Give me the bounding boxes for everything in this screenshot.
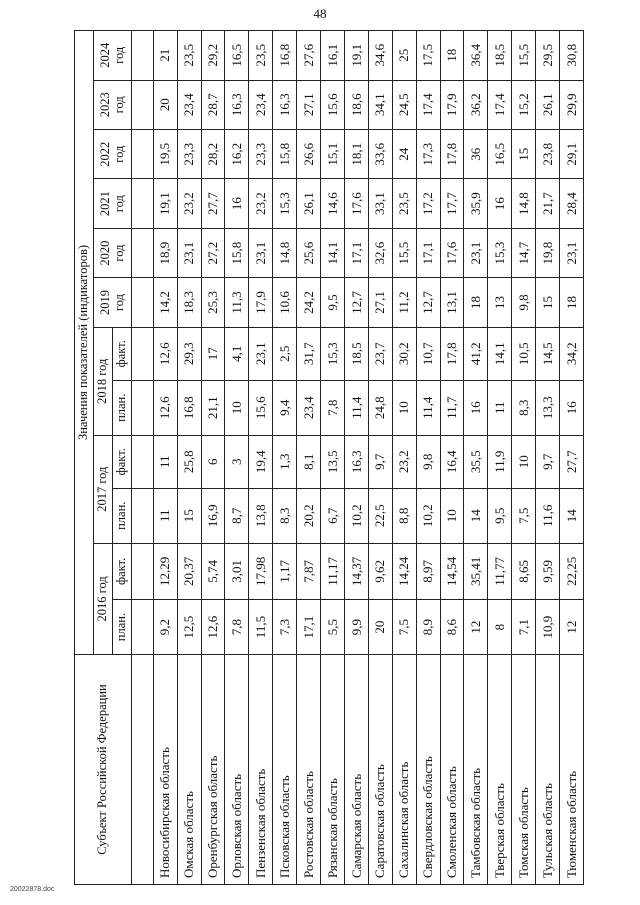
value-cell: 23,7 [368, 327, 392, 380]
value-cell: 11,77 [488, 543, 512, 599]
value-cell: 17,4 [488, 80, 512, 129]
value-cell: 24,8 [368, 380, 392, 435]
subject-cell: Ростовская область [297, 655, 321, 885]
value-cell: 11,17 [321, 543, 345, 599]
subject-column-header: Субъект Российской Федерации [75, 655, 132, 885]
subject-cell: Самарская область [344, 655, 368, 885]
value-cell: 36,2 [464, 80, 488, 129]
table-row [512, 31, 536, 885]
value-cell: 23,3 [177, 129, 201, 178]
value-cell: 8,6 [440, 600, 464, 655]
value-cell: 11,4 [416, 380, 440, 435]
value-cell: 23,5 [177, 31, 201, 81]
value-cell: 18 [440, 31, 464, 81]
year-2017-header: 2017 год [94, 435, 113, 543]
subject-cell: Тамбовская область [464, 655, 488, 885]
value-cell: 8,65 [512, 543, 536, 599]
value-cell: 19,8 [536, 228, 560, 277]
value-cell: 11,6 [536, 488, 560, 543]
value-cell: 34,1 [368, 80, 392, 129]
value-cell: 23,1 [249, 327, 273, 380]
value-cell: 12,7 [416, 278, 440, 327]
value-cell: 30,8 [559, 31, 583, 81]
value-cell: 12,5 [177, 600, 201, 655]
value-cell: 24,5 [392, 80, 416, 129]
subject-cell: Новосибирская область [153, 655, 177, 885]
value-cell: 14 [559, 488, 583, 543]
value-cell: 23,4 [297, 380, 321, 435]
value-cell: 7,8 [225, 600, 249, 655]
subject-cell: Свердловская область [416, 655, 440, 885]
values-header: Значения показателей (индикаторов) [75, 31, 94, 655]
value-cell: 32,6 [368, 228, 392, 277]
value-cell: 8 [488, 600, 512, 655]
table-row [225, 31, 249, 885]
value-cell: 15,5 [392, 228, 416, 277]
value-cell: 18,5 [344, 327, 368, 380]
value-cell: 8,8 [392, 488, 416, 543]
value-cell: 18,5 [488, 31, 512, 81]
value-cell: 29,3 [177, 327, 201, 380]
value-cell: 27,6 [297, 31, 321, 81]
value-cell: 16,2 [225, 129, 249, 178]
year-2018-header: 2018 год [94, 327, 113, 435]
fact-header: факт. [113, 435, 132, 488]
value-cell: 11,3 [225, 278, 249, 327]
value-cell: 17,8 [440, 327, 464, 380]
value-cell: 12 [464, 600, 488, 655]
value-cell: 21 [153, 31, 177, 81]
value-cell: 9,8 [416, 435, 440, 488]
value-cell: 14,5 [536, 327, 560, 380]
value-cell: 23,5 [392, 179, 416, 228]
value-cell: 17,4 [416, 80, 440, 129]
value-cell: 17,1 [416, 228, 440, 277]
subject-cell: Тюменская область [559, 655, 583, 885]
value-cell: 26,6 [297, 129, 321, 178]
value-cell: 7,3 [273, 600, 297, 655]
document-code: 20022878.doc [10, 886, 55, 893]
value-cell: 8,9 [416, 600, 440, 655]
value-cell: 25,3 [201, 278, 225, 327]
value-cell: 8,7 [225, 488, 249, 543]
value-cell: 20,2 [297, 488, 321, 543]
value-cell: 15,5 [512, 31, 536, 81]
value-cell: 13 [488, 278, 512, 327]
value-cell: 15 [536, 278, 560, 327]
value-cell: 15,8 [225, 228, 249, 277]
value-cell: 19,1 [344, 31, 368, 81]
value-cell: 3,01 [225, 543, 249, 599]
value-cell: 17,6 [344, 179, 368, 228]
value-cell: 5,74 [201, 543, 225, 599]
value-cell: 7,87 [297, 543, 321, 599]
value-cell: 6,7 [321, 488, 345, 543]
rotated-table-container [74, 30, 584, 885]
plan-header: план. [113, 380, 132, 435]
subject-cell: Саратовская область [368, 655, 392, 885]
value-cell: 20 [368, 600, 392, 655]
value-cell: 33,6 [368, 129, 392, 178]
value-cell: 23,1 [177, 228, 201, 277]
value-cell: 14 [464, 488, 488, 543]
value-cell: 11,2 [392, 278, 416, 327]
value-cell: 1,3 [273, 435, 297, 488]
value-cell: 23,3 [249, 129, 273, 178]
value-cell: 15,8 [273, 129, 297, 178]
value-cell: 20,37 [177, 543, 201, 599]
value-cell: 22,5 [368, 488, 392, 543]
value-cell: 18 [559, 278, 583, 327]
value-cell: 16 [225, 179, 249, 228]
value-cell: 17,98 [249, 543, 273, 599]
table-row [344, 31, 368, 885]
subject-cell: Сахалинская область [392, 655, 416, 885]
indicator-table [74, 30, 584, 885]
value-cell: 1,17 [273, 543, 297, 599]
value-cell: 10 [225, 380, 249, 435]
value-cell: 28,7 [201, 80, 225, 129]
value-cell: 25,6 [297, 228, 321, 277]
value-cell: 35,9 [464, 179, 488, 228]
value-cell: 29,5 [536, 31, 560, 81]
value-cell: 13,8 [249, 488, 273, 543]
plan-header: план. [113, 488, 132, 543]
table-row [536, 31, 560, 885]
value-cell: 11 [488, 380, 512, 435]
value-cell: 27,1 [368, 278, 392, 327]
subject-cell: Оренбургская область [201, 655, 225, 885]
value-cell: 16 [464, 380, 488, 435]
value-cell: 27,1 [297, 80, 321, 129]
value-cell: 18,3 [177, 278, 201, 327]
value-cell: 17,8 [440, 129, 464, 178]
value-cell: 35,41 [464, 543, 488, 599]
value-cell: 16,8 [177, 380, 201, 435]
value-cell: 2,5 [273, 327, 297, 380]
value-cell: 19,5 [153, 129, 177, 178]
value-cell: 23,5 [249, 31, 273, 81]
value-cell: 17,2 [416, 179, 440, 228]
year-2016-header: 2016 год [94, 543, 113, 654]
value-cell: 16,3 [344, 435, 368, 488]
value-cell: 10,7 [416, 327, 440, 380]
table-row [368, 31, 392, 885]
value-cell: 16,9 [201, 488, 225, 543]
value-cell: 17,3 [416, 129, 440, 178]
value-cell: 14,8 [512, 179, 536, 228]
blank-row [132, 31, 154, 885]
value-cell: 14,6 [321, 179, 345, 228]
value-cell: 23,4 [249, 80, 273, 129]
year-2020-header: 2020 год [94, 228, 132, 277]
value-cell: 7,1 [512, 600, 536, 655]
value-cell: 14,2 [153, 278, 177, 327]
table-row [201, 31, 225, 885]
value-cell: 15,6 [321, 80, 345, 129]
value-cell: 23,2 [249, 179, 273, 228]
value-cell: 7,5 [512, 488, 536, 543]
value-cell: 17,7 [440, 179, 464, 228]
value-cell: 23,1 [464, 228, 488, 277]
value-cell: 9,8 [512, 278, 536, 327]
value-cell: 15 [512, 129, 536, 178]
value-cell: 11 [153, 435, 177, 488]
value-cell: 4,1 [225, 327, 249, 380]
value-cell: 15,2 [512, 80, 536, 129]
value-cell: 9,7 [536, 435, 560, 488]
subject-cell: Тульская область [536, 655, 560, 885]
table-row [177, 31, 201, 885]
value-cell: 31,7 [297, 327, 321, 380]
value-cell: 15,6 [249, 380, 273, 435]
value-cell: 11,9 [488, 435, 512, 488]
value-cell: 14,8 [273, 228, 297, 277]
value-cell: 27,7 [559, 435, 583, 488]
value-cell: 12,6 [201, 600, 225, 655]
value-cell: 16,3 [225, 80, 249, 129]
value-cell: 15,3 [488, 228, 512, 277]
value-cell: 12,6 [153, 380, 177, 435]
table-row [440, 31, 464, 885]
value-cell: 14,54 [440, 543, 464, 599]
table-row [273, 31, 297, 885]
table-row [153, 31, 177, 885]
value-cell: 14,1 [488, 327, 512, 380]
value-cell: 34,6 [368, 31, 392, 81]
value-cell: 13,3 [536, 380, 560, 435]
value-cell: 14,1 [321, 228, 345, 277]
value-cell: 14,24 [392, 543, 416, 599]
year-2021-header: 2021 год [94, 179, 132, 228]
value-cell: 8,97 [416, 543, 440, 599]
value-cell: 10 [512, 435, 536, 488]
value-cell: 10 [440, 488, 464, 543]
value-cell: 36,4 [464, 31, 488, 81]
value-cell: 17,9 [249, 278, 273, 327]
value-cell: 16 [559, 380, 583, 435]
year-2019-header: 2019 год [94, 278, 132, 327]
value-cell: 12 [559, 600, 583, 655]
subject-cell: Рязанская область [321, 655, 345, 885]
value-cell: 9,2 [153, 600, 177, 655]
value-cell: 13,5 [321, 435, 345, 488]
value-cell: 10,9 [536, 600, 560, 655]
value-cell: 20 [153, 80, 177, 129]
value-cell: 16,3 [273, 80, 297, 129]
subject-cell: Псковская область [273, 655, 297, 885]
value-cell: 10,2 [416, 488, 440, 543]
value-cell: 10 [392, 380, 416, 435]
header-row-1 [75, 31, 94, 885]
value-cell: 24,2 [297, 278, 321, 327]
subject-cell: Омская область [177, 655, 201, 885]
value-cell: 10,5 [512, 327, 536, 380]
table-row [416, 31, 440, 885]
value-cell: 16,5 [225, 31, 249, 81]
value-cell: 12,7 [344, 278, 368, 327]
value-cell: 29,1 [559, 129, 583, 178]
value-cell: 9,7 [368, 435, 392, 488]
value-cell: 29,2 [201, 31, 225, 81]
fact-header: факт. [113, 543, 132, 599]
value-cell: 3 [225, 435, 249, 488]
value-cell: 41,2 [464, 327, 488, 380]
value-cell: 15,3 [321, 327, 345, 380]
value-cell: 14,37 [344, 543, 368, 599]
value-cell: 9,5 [321, 278, 345, 327]
value-cell: 5,5 [321, 600, 345, 655]
subject-cell: Томская область [512, 655, 536, 885]
value-cell: 15 [177, 488, 201, 543]
table-row [559, 31, 583, 885]
value-cell: 18 [464, 278, 488, 327]
subject-cell: Орловская область [225, 655, 249, 885]
fact-header: факт. [113, 327, 132, 380]
value-cell: 16,1 [321, 31, 345, 81]
value-cell: 8,3 [273, 488, 297, 543]
value-cell: 11 [153, 488, 177, 543]
value-cell: 17,1 [297, 600, 321, 655]
value-cell: 22,25 [559, 543, 583, 599]
value-cell: 6 [201, 435, 225, 488]
value-cell: 17,1 [344, 228, 368, 277]
value-cell: 8,3 [512, 380, 536, 435]
value-cell: 17,9 [440, 80, 464, 129]
value-cell: 11,4 [344, 380, 368, 435]
subject-cell: Смоленская область [440, 655, 464, 885]
value-cell: 19,1 [153, 179, 177, 228]
value-cell: 23,8 [536, 129, 560, 178]
value-cell: 28,2 [201, 129, 225, 178]
value-cell: 10,2 [344, 488, 368, 543]
value-cell: 9,4 [273, 380, 297, 435]
value-cell: 23,1 [249, 228, 273, 277]
value-cell: 9,62 [368, 543, 392, 599]
value-cell: 30,2 [392, 327, 416, 380]
value-cell: 19,4 [249, 435, 273, 488]
value-cell: 10,6 [273, 278, 297, 327]
value-cell: 9,59 [536, 543, 560, 599]
value-cell: 16 [488, 179, 512, 228]
value-cell: 33,1 [368, 179, 392, 228]
value-cell: 12,6 [153, 327, 177, 380]
value-cell: 18,1 [344, 129, 368, 178]
value-cell: 23,1 [559, 228, 583, 277]
table-body [132, 31, 584, 885]
table-row [321, 31, 345, 885]
value-cell: 23,2 [392, 435, 416, 488]
value-cell: 29,9 [559, 80, 583, 129]
value-cell: 12,29 [153, 543, 177, 599]
value-cell: 26,1 [536, 80, 560, 129]
table-row [249, 31, 273, 885]
value-cell: 7,8 [321, 380, 345, 435]
value-cell: 17,5 [416, 31, 440, 81]
value-cell: 27,2 [201, 228, 225, 277]
value-cell: 9,5 [488, 488, 512, 543]
value-cell: 27,7 [201, 179, 225, 228]
value-cell: 24 [392, 129, 416, 178]
value-cell: 17,6 [440, 228, 464, 277]
value-cell: 18,9 [153, 228, 177, 277]
value-cell: 18,6 [344, 80, 368, 129]
value-cell: 23,4 [177, 80, 201, 129]
value-cell: 16,5 [488, 129, 512, 178]
value-cell: 21,1 [201, 380, 225, 435]
value-cell: 15,1 [321, 129, 345, 178]
table-row [297, 31, 321, 885]
value-cell: 14,7 [512, 228, 536, 277]
value-cell: 9,9 [344, 600, 368, 655]
value-cell: 11,7 [440, 380, 464, 435]
value-cell: 23,2 [177, 179, 201, 228]
value-cell: 26,1 [297, 179, 321, 228]
value-cell: 34,2 [559, 327, 583, 380]
value-cell: 36 [464, 129, 488, 178]
year-2022-header: 2022 год [94, 129, 132, 178]
table-row [464, 31, 488, 885]
page-number: 48 [313, 6, 327, 21]
value-cell: 25,8 [177, 435, 201, 488]
table-row [488, 31, 512, 885]
value-cell: 8,1 [297, 435, 321, 488]
table-row [392, 31, 416, 885]
value-cell: 35,5 [464, 435, 488, 488]
subject-cell: Пензенская область [249, 655, 273, 885]
value-cell: 13,1 [440, 278, 464, 327]
value-cell: 11,5 [249, 600, 273, 655]
value-cell: 28,4 [559, 179, 583, 228]
year-2023-header: 2023 год [94, 80, 132, 129]
value-cell: 15,3 [273, 179, 297, 228]
plan-header: план. [113, 600, 132, 655]
value-cell: 17 [201, 327, 225, 380]
value-cell: 21,7 [536, 179, 560, 228]
year-2024-header: 2024 год [94, 31, 132, 81]
value-cell: 16,8 [273, 31, 297, 81]
subject-cell: Тверская область [488, 655, 512, 885]
value-cell: 16,4 [440, 435, 464, 488]
value-cell: 7,5 [392, 600, 416, 655]
value-cell: 25 [392, 31, 416, 81]
